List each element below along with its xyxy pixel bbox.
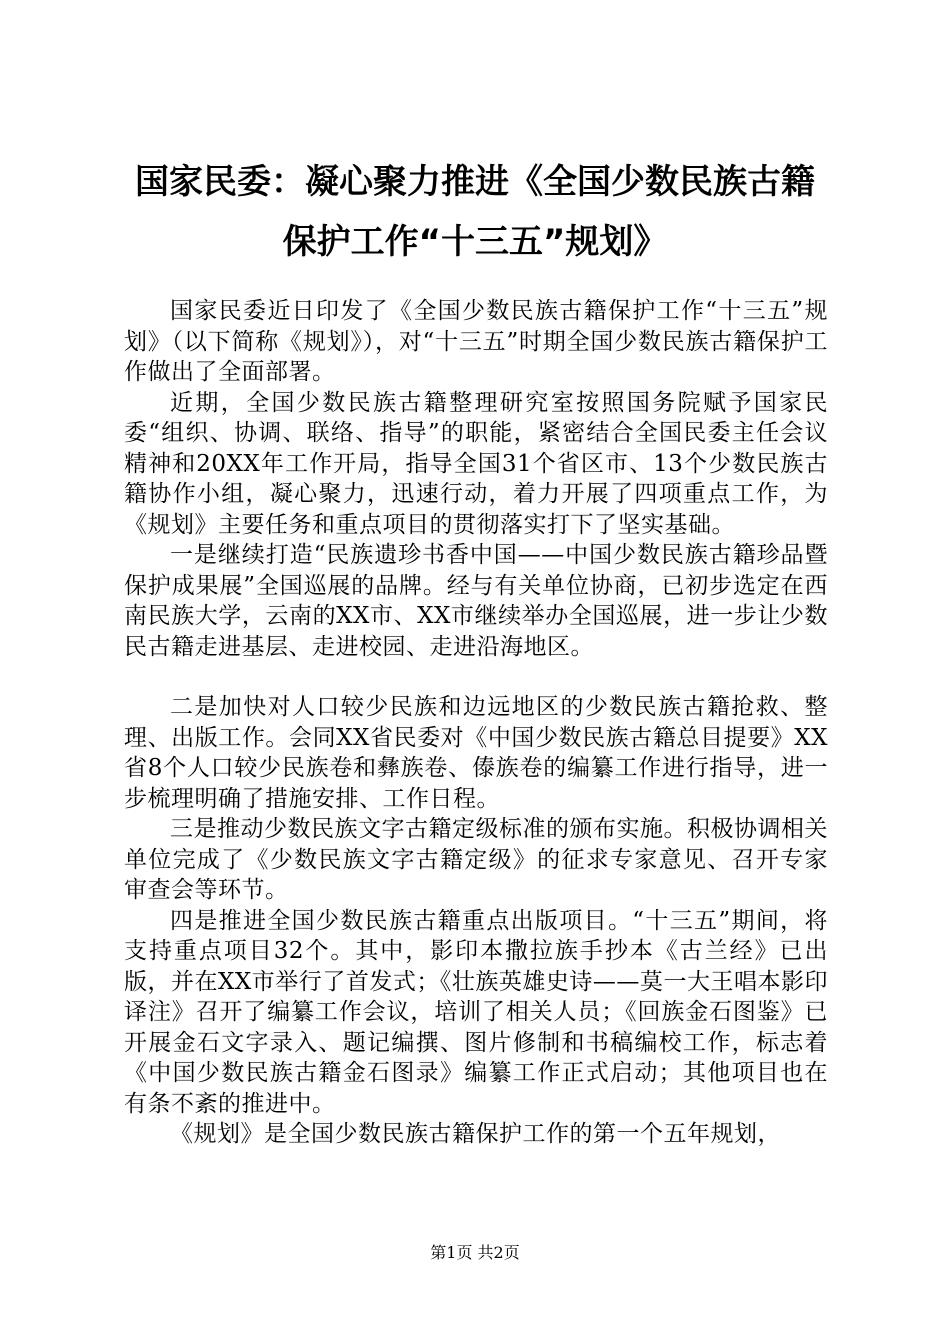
document-title-line-2: 保护工作“十三五”规划》	[282, 222, 668, 262]
document-body	[124, 296, 828, 1150]
document-title-line-1: 国家民委：凝心聚力推进《全国少数民族古籍	[135, 162, 815, 202]
paragraph-point-four: 四是推进全国少数民族古籍重点出版项目。“十三五”期间，将支持重点项目32个。其中，影印本撒拉族手抄本《古兰经》已出版，并在XX市举行了首发式；《壮族英雄史诗——莫一大王唱本影印译注》召开了编纂工作会议，培训了相关人员；《回族金石图鉴》已开展金石文字录入、题记编撰、图片修制和书稿编校工作，标志着《中国少数民族古籍金石图录》编纂工作正式启动；其他项目也在有条不紊的推进中。	[124, 907, 828, 1117]
paragraph-recent-work: 近期，全国少数民族古籍整理研究室按照国务院赋予国家民委“组织、协调、联络、指导”的职能，紧密结合全国民委主任会议精神和20XX年工作开局，指导全国31个省区市、13个少数民族古籍协作小组，凝心聚力，迅速行动，着力开展了四项重点工作，为《规划》主要任务和重点项目的贯彻落实打下了坚实基础。	[124, 389, 828, 538]
paragraph-point-two: 二是加快对人口较少民族和边远地区的少数民族古籍抢救、整理、出版工作。会同XX省民委对《中国少数民族古籍总目提要》XX省8个人口较少民族卷和彝族卷、傣族卷的编纂工作进行指导，进一步梳理明确了措施安排、工作日程。	[124, 694, 828, 812]
paragraph-conclusion: 《规划》是全国少数民族古籍保护工作的第一个五年规划，	[170, 1121, 781, 1147]
page-footer: 第1页 共2页	[430, 1243, 520, 1262]
paragraph-point-three: 三是推动少数民族文字古籍定级标准的颁布实施。积极协调相关单位完成了《少数民族文字古籍定级》的征求专家意见、召开专家审查会等环节。	[124, 816, 828, 903]
paragraph-point-one: 一是继续打造“民族遗珍书香中国——中国少数民族古籍珍品暨保护成果展”全国巡展的品牌。经与有关单位协商，已初步选定在西南民族大学，云南的XX市、XX市继续举办全国巡展，进一步让少数民古籍走进基层、走进校园、走进沿海地区。	[124, 542, 828, 660]
paragraph-intro: 国家民委近日印发了《全国少数民族古籍保护工作“十三五”规划》（以下简称《规划》），对“十三五”时期全国少数民族古籍保护工作做出了全面部署。	[124, 298, 828, 385]
